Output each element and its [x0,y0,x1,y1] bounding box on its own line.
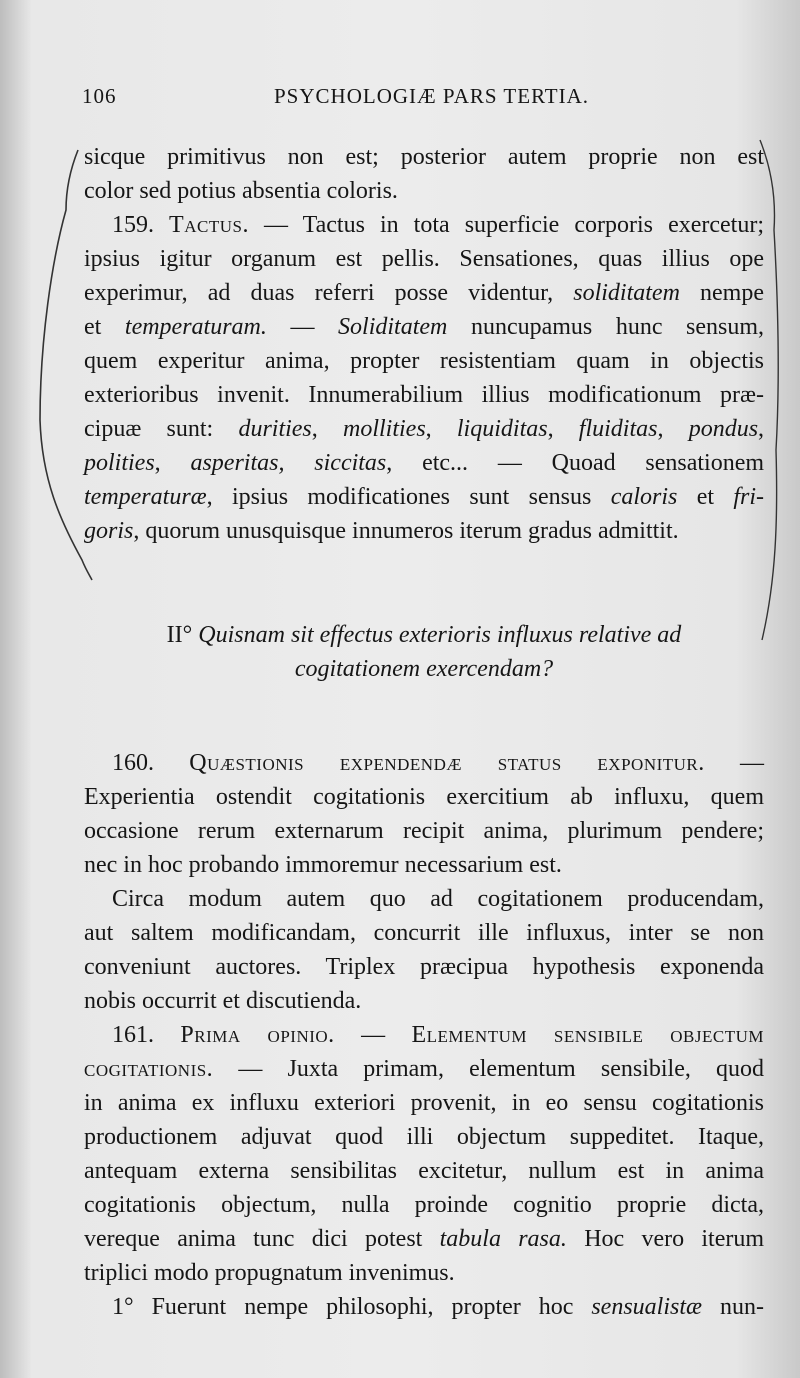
text-line: quem experitur anima, propter resistentiam quam in objectis [84,348,764,374]
text-span: nun- [720,1294,764,1320]
text-line: exterioribus invenit. Innumerabilium illius modificationum præ- [84,382,764,408]
italic-term: mollities [343,416,426,442]
text-line: occasione rerum externarum recipit anima, plurimum pendere; [84,818,764,844]
italic-term: Soliditatem [338,314,448,340]
italic-term: caloris [610,484,678,510]
text-span: — Juxta primam, elementum sensibile, quod [238,1056,764,1082]
italic-term: asperitas, [190,450,285,476]
italic-term: soliditatem [573,280,680,306]
text-line: Experientia ostendit cogitationis exercitium ab influxu, quem [84,784,764,810]
paragraph-161-heading [84,1018,764,1052]
text-span: 1° Fuerunt nempe philosophi, propter hoc [112,1294,574,1320]
paragraph-160-heading [84,746,764,780]
text-span: cipuæ sunt: [84,416,214,442]
paragraph-title: Tactus. [169,212,249,238]
text-span: et [84,314,102,340]
italic-term: temperaturam. [124,314,267,340]
italic-term: durities [238,416,312,442]
text-span: — Tactus in tota superficie corporis exercetur; [264,212,764,238]
text-line: productionem adjuvat quod illi objectum suppeditet. Itaque, [84,1124,764,1150]
text-line: color sed potius absentia coloris. [84,178,398,204]
text-line [84,310,764,344]
text-line: in anima ex influxu exteriori provenit, in eo sensu cogitationis [84,1090,764,1116]
text-span: ipsius modificationes sunt sensus [232,484,592,510]
text-line: conveniunt auctores. Triplex præcipua hypothesis exponenda [84,954,764,980]
paragraph-block-2 [84,746,764,1324]
paragraph-number: 160. [112,750,154,776]
text-line: triplici modo propugnatum invenimus. [84,1260,455,1286]
text-line: cogitationis objectum, nulla proinde cognitio proprie dicta, [84,1192,764,1218]
text-span: et [696,484,715,510]
text-span: nempe [700,280,765,306]
text-line: Circa modum autem quo ad cogitationem producendam, [112,886,764,912]
italic-term: siccitas [314,450,387,476]
text-span: nuncupamus hunc sensum, [470,314,765,340]
section-title-line-1: Quisnam sit effectus exterioris influxus relative ad [198,622,682,648]
text-line: temperaturæ, ipsius modificationes sunt sensus caloris et fri- [84,484,765,510]
italic-term: tabula rasa. [439,1226,567,1252]
text-line: ipsius igitur organum est pellis. Sensationes, quas illius ope [84,246,764,272]
text-span: vereque anima tunc dici potest [84,1226,423,1252]
italic-term: liquiditas [456,416,548,442]
paragraph-block-1 [84,140,764,548]
text-span: — [704,750,764,776]
text-line: polities, asperitas, siccitas, etc... — Quoad sensationem [84,450,765,476]
section-heading [84,618,764,686]
text-span: quorum unusquisque innumeros iterum gradus admittit. [145,518,679,544]
italic-term: sensualistæ [591,1294,703,1320]
text-span: Hoc vero iterum [584,1226,765,1252]
text-line [84,1222,764,1256]
paragraph-subtitle: cogitationis. [84,1056,214,1082]
paragraph-subtitle: Elementum sensibile objectum [411,1022,765,1048]
page-number: 106 [82,84,117,108]
text-span: — [290,314,315,340]
text-span: etc... — Quoad sensationem [422,450,765,476]
text-line: goris, quorum unusquisque innumeros iterum gradus admittit. [84,518,679,544]
italic-term: fri- [733,484,765,510]
text-line: sicque primitivus non est; posterior autem proprie non est [84,144,764,170]
text-span: — [361,1022,386,1048]
italic-term: polities [84,450,155,476]
paragraph-number: 159. [112,212,154,238]
section-number: II° [166,622,193,648]
text-line [84,276,764,310]
italic-term: fluiditas [578,416,658,442]
text-line: aut saltem modificandam, concurrit ille influxus, inter se non [84,920,764,946]
text-line: antequam externa sensibilitas excitetur, nullum est in anima [84,1158,764,1184]
italic-term: temperaturæ [84,484,207,510]
text-line [84,1290,764,1324]
text-line: cipuæ sunt: durities, mollities, liquiditas, fluiditas, pondus, [84,416,765,442]
italic-term: goris [84,518,134,544]
paragraph-title: Prima opinio. [180,1022,335,1048]
text-line: nec in hoc probando immoremur necessarium est. [84,852,562,878]
italic-term: pondus [688,416,759,442]
paragraph-159-heading [84,208,764,242]
paragraph-title: Quæstionis expendendæ status exponitur. [189,750,705,776]
text-line [84,1052,764,1086]
text-line: nobis occurrit et discutienda. [84,988,362,1014]
text-span: experimur, ad duas referri posse videntur, [84,280,554,306]
running-head: PSYCHOLOGIÆ PARS TERTIA. [274,84,590,108]
section-title-line-2: cogitationem exercendam? [294,656,554,682]
paragraph-number: 161. [112,1022,154,1048]
